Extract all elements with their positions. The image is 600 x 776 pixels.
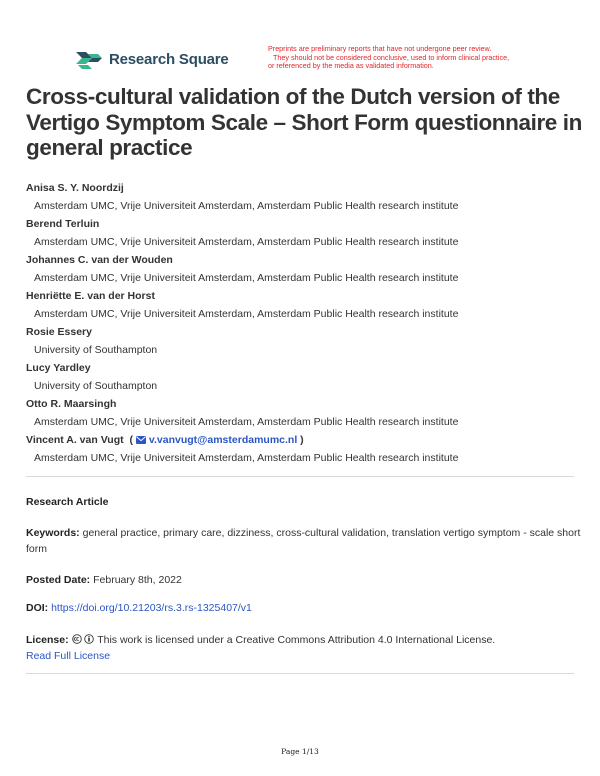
author-name: Otto R. Maarsingh xyxy=(26,398,117,410)
page-header xyxy=(0,0,600,80)
posted-date xyxy=(26,572,582,588)
author-name: Rosie Essery xyxy=(26,326,92,338)
section-divider xyxy=(26,673,574,674)
author-name: Johannes C. van der Wouden xyxy=(26,254,173,266)
keywords-label: Keywords: xyxy=(26,527,80,539)
keywords xyxy=(26,525,582,557)
author-affiliation: Amsterdam UMC, Vrije Universiteit Amsterdam, Amsterdam Public Health research institute xyxy=(34,199,459,212)
paper-title: Cross-cultural validation of the Dutch version of the Vertigo Symptom Scale – Short Form questionnaire in general practice xyxy=(26,84,582,160)
license-label: License: xyxy=(26,634,69,646)
read-full-license-link[interactable]: Read Full License xyxy=(26,650,111,662)
email-wrapper: ( v.vanvugt@amsterdamumc.nl ) xyxy=(126,434,304,446)
license-text: This work is licensed under a Creative Commons Attribution 4.0 International License. xyxy=(97,634,496,646)
author-affiliation: Amsterdam UMC, Vrije Universiteit Amsterdam, Amsterdam Public Health research institute xyxy=(34,235,459,248)
author-name: Vincent A. van Vugt xyxy=(26,434,124,446)
author-affiliation: University of Southampton xyxy=(34,379,158,392)
author-name-with-email xyxy=(26,432,586,450)
doi-label: DOI: xyxy=(26,602,49,614)
author-affiliation: University of Southampton xyxy=(34,343,158,356)
author-email: v.vanvugt@amsterdamumc.nl xyxy=(148,434,298,446)
posted-date-value: February 8th, 2022 xyxy=(93,574,182,586)
keywords-value: general practice, primary care, dizziness, cross-cultural validation, translation vertigo symptom - scale short form xyxy=(26,527,581,555)
doi-link[interactable]: https://doi.org/10.21203/rs.3.rs-1325407/v1 xyxy=(51,602,252,614)
author-email-link[interactable] xyxy=(136,434,297,446)
author xyxy=(26,252,586,287)
author xyxy=(26,396,586,431)
disclaimer-line: or referenced by the media as validated information. xyxy=(268,61,434,71)
doi xyxy=(26,600,582,616)
brand-name: Research Square xyxy=(109,50,229,68)
preprint-disclaimer xyxy=(268,45,538,71)
creative-commons-icon xyxy=(72,634,82,644)
article-type: Research Article xyxy=(26,496,109,508)
author-name: Lucy Yardley xyxy=(26,362,91,374)
author-affiliation: Amsterdam UMC, Vrije Universiteit Amsterdam, Amsterdam Public Health research institute xyxy=(34,271,459,284)
page-number: Page 1/13 xyxy=(281,747,319,756)
author xyxy=(26,216,586,251)
author-name: Henriëtte E. van der Horst xyxy=(26,290,155,302)
attribution-icon xyxy=(84,634,94,644)
author xyxy=(26,180,586,215)
author-affiliation: Amsterdam UMC, Vrije Universiteit Amsterdam, Amsterdam Public Health research institute xyxy=(34,415,459,428)
author xyxy=(26,432,586,467)
section-divider xyxy=(26,476,574,477)
author-list xyxy=(26,180,586,468)
license xyxy=(26,632,582,664)
posted-date-label: Posted Date: xyxy=(26,574,91,586)
author-affiliation: Amsterdam UMC, Vrije Universiteit Amsterdam, Amsterdam Public Health research institute xyxy=(34,307,459,320)
author-affiliation: Amsterdam UMC, Vrije Universiteit Amsterdam, Amsterdam Public Health research institute xyxy=(34,451,459,464)
author xyxy=(26,288,586,323)
research-square-logo[interactable] xyxy=(74,48,229,70)
author xyxy=(26,324,586,359)
author-name: Anisa S. Y. Noordzij xyxy=(26,182,124,194)
research-square-logo-icon xyxy=(74,48,104,70)
author-name: Berend Terluin xyxy=(26,218,100,230)
envelope-icon xyxy=(136,436,146,444)
disclaimer-line: They should not be considered conclusive, used to inform clinical practice, xyxy=(273,52,510,62)
disclaimer-line: Preprints are preliminary reports that have not undergone peer review. xyxy=(268,44,492,53)
author xyxy=(26,360,586,395)
